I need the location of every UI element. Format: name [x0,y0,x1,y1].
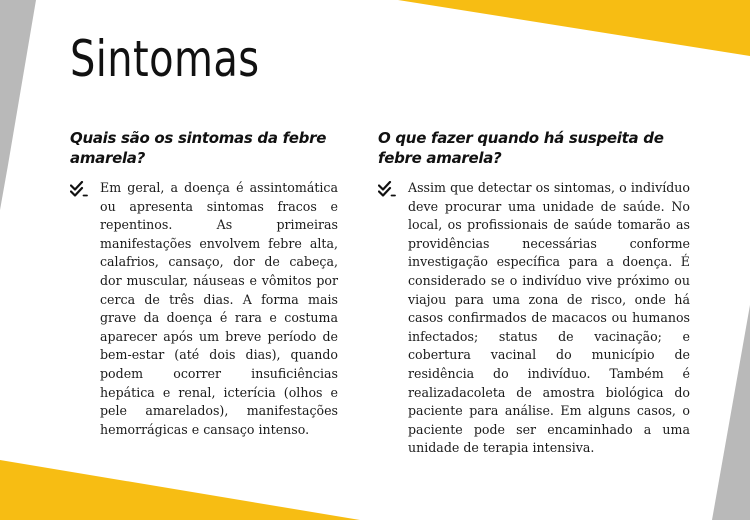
symptoms-text: Em geral, a doença é assintomática ou apresenta sintomas fracos e repentinos. As primeiras manifestações envolvem febre alta, calafrios, cansaço, dor de cabeça, dor muscular, náuseas e vômitos por cerca de três dias. A forma mais grave da doença é rara e costuma aparecer após um breve período de bem-estar (até dois dias), quando podem ocorrer insuficiências hepática e renal, icterícia (olhos e pele amarelados), manifestações hemorrágicas e cansaço intenso. [100,180,338,437]
symptoms-column [70,128,338,439]
symptoms-heading: Quais são os sintomas da febre amarela? [70,129,327,167]
suspicion-item [378,179,690,458]
suspicion-heading: O que fazer quando há suspeita de febre amarela? [378,129,664,167]
bottom-yellow-stripe [0,460,360,520]
suspicion-text: Assim que detectar os sintomas, o indivíduo deve procurar uma unidade de saúde. No local, os profissionais de saúde tomarão as providências necessárias conforme investigação específica para a doença. É considerado se o indivíduo vive próximo ou viajou para uma zona de risco, onde há casos confirmados de macacos ou humanos infectados; status de vacinação; e cobertura vacinal do município de residência do indivíduo. Também é realizadacoleta de amostra biológica do paciente para análise. Em alguns casos, o paciente pode ser encaminhado a uma unidade de terapia intensiva. [408,180,690,456]
bottom-gray-stripe [712,305,750,520]
symptoms-item [70,179,338,439]
top-yellow-stripe [398,0,750,56]
checklist-icon [70,181,88,197]
suspicion-column [378,128,690,458]
page-title: Sintomas [70,30,260,88]
top-gray-stripe [0,0,36,210]
checklist-icon [378,181,396,197]
